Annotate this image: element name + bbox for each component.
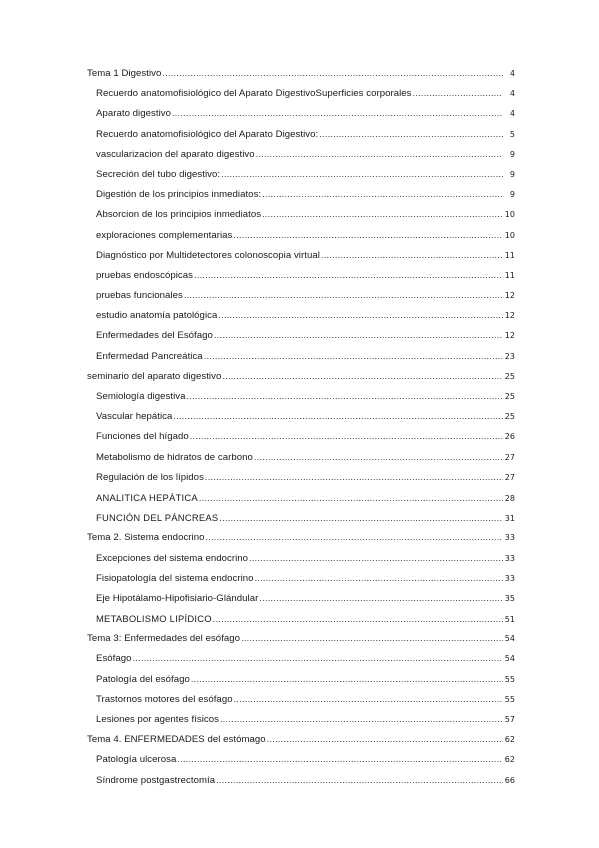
- toc-entry-title: Lesiones por agentes físicos: [96, 714, 219, 725]
- toc-section-entry[interactable]: [87, 653, 515, 673]
- toc-entry-title: Recuerdo anatomofisiológico del Aparato DigestivoSuperficies corporales: [96, 88, 412, 100]
- toc-entry-title: Tema 4. ENFERMEDADES del estómago: [87, 734, 266, 746]
- toc-section-entry[interactable]: [87, 411, 515, 431]
- toc-entry-page-number: 55: [504, 674, 515, 684]
- toc-section-entry[interactable]: [87, 129, 515, 149]
- dot-leader: [222, 371, 502, 381]
- toc-entry-title: pruebas endoscópicas: [96, 269, 194, 281]
- toc-entry-page-number: 33: [504, 533, 515, 543]
- toc-section-entry[interactable]: [87, 330, 515, 350]
- toc-entry-page-number: 33: [504, 573, 515, 583]
- dot-leader: [213, 614, 503, 624]
- toc-entry-title: exploraciones complementarias: [96, 229, 233, 241]
- toc-entry-title: Patología ulcerosa: [96, 754, 177, 766]
- toc-section-entry[interactable]: [87, 310, 515, 330]
- dot-leader: [190, 431, 503, 441]
- toc-section-entry[interactable]: [87, 512, 515, 532]
- dot-leader: [205, 472, 503, 482]
- toc-entry-title: Síndrome postgastrectomía: [96, 774, 216, 786]
- dot-leader: [173, 411, 502, 421]
- toc-entry-page-number: 33: [504, 553, 515, 563]
- toc-entry-page-number: 66: [504, 775, 515, 785]
- toc-section-entry[interactable]: [87, 754, 515, 774]
- toc-section-entry[interactable]: [87, 290, 515, 310]
- toc-chapter-entry[interactable]: [87, 532, 515, 552]
- toc-entry-page-number: 9: [509, 149, 515, 159]
- dot-leader: [172, 108, 503, 118]
- toc-entry-page-number: 23: [504, 351, 515, 361]
- toc-section-entry[interactable]: [87, 492, 515, 512]
- table-of-contents: [87, 68, 515, 795]
- toc-entry-page-number: 9: [509, 169, 515, 179]
- toc-section-entry[interactable]: [87, 351, 515, 371]
- toc-entry-title: Digestión de los principios inmediatos:: [96, 189, 262, 201]
- toc-entry-page-number: 12: [504, 311, 515, 321]
- toc-entry-title: Enfermedades del Esófago: [96, 330, 213, 342]
- toc-entry-page-number: 4: [509, 109, 515, 119]
- toc-section-entry[interactable]: [87, 230, 515, 250]
- dot-leader: [254, 452, 503, 462]
- toc-entry-page-number: 27: [504, 472, 515, 482]
- toc-section-entry[interactable]: [87, 149, 515, 169]
- toc-section-entry[interactable]: [87, 472, 515, 492]
- toc-entry-title: Patología del esófago: [96, 673, 190, 685]
- toc-entry-page-number: 4: [509, 69, 515, 78]
- dot-leader: [133, 653, 503, 663]
- dot-leader: [249, 553, 503, 563]
- toc-entry-page-number: 10: [504, 210, 515, 220]
- toc-entry-title: Recuerdo anatomofisiológico del Aparato Digestivo:: [96, 128, 319, 140]
- toc-entry-page-number: 54: [504, 654, 515, 664]
- toc-section-entry[interactable]: [87, 169, 515, 189]
- dot-leader: [321, 250, 503, 260]
- toc-section-entry[interactable]: [87, 431, 515, 451]
- dot-leader: [216, 775, 503, 785]
- dot-leader: [191, 674, 503, 684]
- toc-entry-title: Trastornos motores del esófago: [96, 693, 233, 705]
- toc-entry-page-number: 62: [504, 735, 515, 745]
- toc-entry-page-number: 11: [504, 250, 515, 260]
- toc-entry-page-number: 9: [509, 190, 515, 200]
- toc-section-entry[interactable]: [87, 593, 515, 613]
- toc-section-entry[interactable]: [87, 250, 515, 270]
- dot-leader: [262, 189, 503, 199]
- dot-leader: [241, 633, 503, 643]
- toc-entry-page-number: 35: [504, 593, 515, 603]
- toc-entry-title: estudio anatomía patológica: [96, 310, 218, 322]
- toc-entry-title: Tema 2. Sistema endocrino: [87, 532, 205, 544]
- toc-section-entry[interactable]: [87, 775, 515, 795]
- toc-section-entry[interactable]: [87, 613, 515, 633]
- toc-entry-title: FUNCIÓN DEL PÁNCREAS: [96, 512, 219, 524]
- dot-leader: [221, 169, 503, 179]
- dot-leader: [262, 209, 503, 219]
- dot-leader: [218, 310, 502, 320]
- toc-entry-title: Semiología digestiva: [96, 391, 186, 402]
- toc-entry-page-number: 57: [504, 715, 515, 724]
- toc-entry-page-number: 26: [504, 432, 515, 442]
- toc-section-entry[interactable]: [87, 553, 515, 573]
- toc-entry-page-number: 25: [504, 412, 515, 422]
- dot-leader: [199, 493, 503, 503]
- toc-entry-page-number: 4: [509, 89, 515, 99]
- toc-entry-title: Excepciones del sistema endocrino: [96, 552, 249, 564]
- toc-entry-title: Esófago: [96, 653, 132, 665]
- toc-entry-title: pruebas funcionales: [96, 290, 183, 302]
- toc-entry-title: Metabolismo de hidratos de carbono: [96, 451, 253, 463]
- toc-entry-page-number: 10: [504, 230, 515, 240]
- dot-leader: [267, 734, 503, 744]
- toc-entry-page-number: 11: [504, 270, 515, 280]
- toc-entry-title: seminario del aparato digestivo: [87, 370, 222, 382]
- toc-entry-page-number: 62: [504, 755, 515, 765]
- toc-section-entry[interactable]: [87, 270, 515, 290]
- dot-leader: [219, 513, 502, 523]
- dot-leader: [256, 149, 503, 159]
- dot-leader: [259, 593, 502, 603]
- toc-section-entry[interactable]: [87, 694, 515, 714]
- dot-leader: [214, 330, 503, 340]
- dot-leader: [233, 230, 502, 240]
- toc-entry-page-number: 25: [504, 371, 515, 381]
- dot-leader: [204, 351, 503, 361]
- toc-entry-title: METABOLISMO LIPÍDICO: [96, 613, 212, 625]
- toc-entry-page-number: 12: [504, 331, 515, 341]
- toc-entry-page-number: 55: [504, 694, 515, 704]
- toc-entry-page-number: 54: [504, 634, 515, 644]
- toc-entry-page-number: 51: [504, 615, 515, 625]
- toc-section-entry[interactable]: [87, 674, 515, 694]
- toc-entry-page-number: 31: [504, 514, 515, 524]
- toc-entry-title: Diagnóstico por Multidetectores colonoscopia virtual: [96, 249, 320, 261]
- toc-section-entry[interactable]: [87, 714, 515, 734]
- toc-entry-title: Absorcion de los principios inmediatos: [96, 209, 262, 221]
- toc-entry-page-number: 25: [504, 392, 515, 401]
- toc-entry-page-number: 5: [509, 129, 515, 139]
- toc-entry-title: Secreción del tubo digestivo:: [96, 168, 221, 180]
- toc-section-entry[interactable]: [87, 88, 515, 108]
- dot-leader: [234, 694, 503, 704]
- dot-leader: [413, 88, 503, 98]
- toc-chapter-entry[interactable]: [87, 734, 515, 754]
- toc-chapter-entry[interactable]: [87, 371, 515, 391]
- dot-leader: [319, 129, 503, 139]
- toc-section-entry[interactable]: [87, 452, 515, 472]
- toc-entry-title: Enfermedad Pancreática: [96, 350, 203, 362]
- toc-entry-page-number: 28: [504, 493, 515, 503]
- toc-entry-title: ANALITICA HEPÁTICA: [96, 491, 198, 503]
- toc-entry-title: Regulación de los lípidos: [96, 471, 204, 483]
- toc-chapter-entry[interactable]: [87, 68, 515, 88]
- toc-entry-title: Aparato digestivo: [96, 108, 171, 120]
- toc-section-entry[interactable]: [87, 573, 515, 593]
- toc-entry-title: Fisiopatología del sistema endocrino: [96, 572, 254, 584]
- dot-leader: [206, 532, 503, 542]
- toc-section-entry[interactable]: [87, 391, 515, 411]
- dot-leader: [187, 391, 503, 401]
- dot-leader: [162, 68, 503, 78]
- dot-leader: [184, 290, 503, 300]
- toc-entry-title: vascularizacion del aparato digestivo: [96, 148, 255, 160]
- toc-chapter-entry[interactable]: [87, 633, 515, 653]
- toc-section-entry[interactable]: [87, 108, 515, 128]
- toc-section-entry[interactable]: [87, 189, 515, 209]
- dot-leader: [255, 573, 503, 583]
- toc-entry-page-number: 12: [504, 291, 515, 301]
- toc-section-entry[interactable]: [87, 209, 515, 229]
- toc-entry-title: Vascular hepática: [96, 411, 173, 423]
- toc-entry-title: Eje Hipotálamo-Hipofisiario-Glándular: [96, 592, 259, 604]
- dot-leader: [220, 714, 503, 724]
- toc-entry-page-number: 27: [504, 452, 515, 462]
- dot-leader: [194, 270, 503, 280]
- toc-entry-title: Funciones del hígado: [96, 431, 189, 443]
- dot-leader: [177, 754, 502, 764]
- toc-entry-title: Tema 1 Digestivo: [87, 68, 162, 79]
- toc-entry-title: Tema 3: Enfermedades del esófago: [87, 633, 241, 645]
